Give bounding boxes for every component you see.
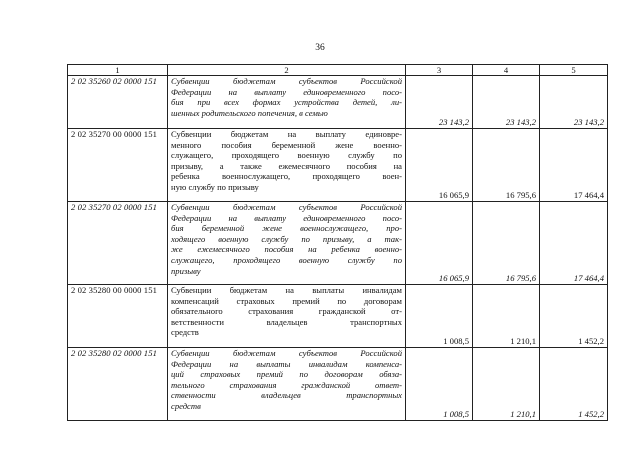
description-line: Федерации на выплату единовременного посо- bbox=[171, 212, 402, 223]
row-description bbox=[168, 285, 406, 348]
value-col-3: 23 143,2 bbox=[406, 76, 473, 129]
description-line: ребенка военнослужащего, проходящего воен- bbox=[171, 171, 402, 182]
value-col-5: 1 452,2 bbox=[540, 285, 608, 348]
description-line: менного пособия беременной жене военно- bbox=[171, 139, 402, 150]
column-header-3: 3 bbox=[406, 65, 473, 76]
description-line: компенсаций страховых премий по договорам bbox=[171, 295, 402, 306]
description-line: ную службу по призыву bbox=[171, 181, 259, 192]
table-row bbox=[68, 129, 608, 202]
row-description bbox=[168, 129, 406, 202]
page-number: 36 bbox=[315, 43, 325, 53]
description-line: обязательного страхования гражданской от- bbox=[171, 306, 402, 317]
budget-code: 2 02 35270 02 0000 151 bbox=[68, 202, 168, 285]
description-line: средств bbox=[171, 327, 199, 338]
value-col-4: 1 210,1 bbox=[473, 285, 540, 348]
description-line: Субвенции бюджетам субъектов Российской bbox=[171, 348, 402, 358]
value-col-4: 1 210,1 bbox=[473, 348, 540, 421]
table-row bbox=[68, 202, 608, 285]
value-col-5: 23 143,2 bbox=[540, 76, 608, 129]
description-line: призыву bbox=[171, 265, 201, 276]
description-line: Субвенции бюджетам на выплаты инвалидам bbox=[171, 285, 402, 295]
row-description bbox=[168, 202, 406, 285]
value-col-5: 1 452,2 bbox=[540, 348, 608, 421]
description-line: призыву, а также ежемесячного пособия на bbox=[171, 160, 402, 171]
column-header-4: 4 bbox=[473, 65, 540, 76]
description-line: Субвенции бюджетам на выплату единовре- bbox=[171, 129, 402, 139]
table-row bbox=[68, 285, 608, 348]
value-col-3: 1 008,5 bbox=[406, 348, 473, 421]
description-line: Субвенции бюджетам субъектов Российской bbox=[171, 202, 402, 212]
description-line: средств bbox=[171, 400, 201, 411]
description-line: бия беременной жене военнослужащего, про- bbox=[171, 223, 402, 234]
description-line: ветственности владельцев транспортных bbox=[171, 316, 402, 327]
value-col-3: 16 065,9 bbox=[406, 129, 473, 202]
budget-code: 2 02 35270 00 0000 151 bbox=[68, 129, 168, 202]
description-line: Субвенции бюджетам субъектов Российской bbox=[171, 76, 402, 86]
description-line: Федерации на выплаты инвалидам компенса- bbox=[171, 358, 402, 369]
value-col-5: 17 464,4 bbox=[540, 202, 608, 285]
budget-code: 2 02 35260 02 0000 151 bbox=[68, 76, 168, 129]
value-col-5: 17 464,4 bbox=[540, 129, 608, 202]
value-col-3: 16 065,9 bbox=[406, 202, 473, 285]
column-header-1: 1 bbox=[68, 65, 168, 76]
description-line: ций страховых премий по договорам обяза- bbox=[171, 369, 402, 380]
description-line: тельного страхования гражданской ответ- bbox=[171, 379, 402, 390]
description-line: же ежемесячного пособия на ребенка военно- bbox=[171, 244, 402, 255]
value-col-4: 23 143,2 bbox=[473, 76, 540, 129]
column-header-5: 5 bbox=[540, 65, 608, 76]
budget-table bbox=[67, 64, 608, 421]
description-line: ственности владельцев транспортных bbox=[171, 390, 402, 401]
description-line: бия при всех формах устройства детей, ли- bbox=[171, 97, 402, 108]
description-line: шенных родительского попечения, в семью bbox=[171, 107, 328, 118]
value-col-4: 16 795,6 bbox=[473, 202, 540, 285]
description-line: ходящего военную службу по призыву, а так- bbox=[171, 233, 402, 244]
row-description bbox=[168, 76, 406, 129]
description-line: служащего, проходящего военную службу по bbox=[171, 254, 402, 265]
value-col-4: 16 795,6 bbox=[473, 129, 540, 202]
budget-code: 2 02 35280 00 0000 151 bbox=[68, 285, 168, 348]
table-header-row bbox=[68, 65, 608, 76]
row-description bbox=[168, 348, 406, 421]
table-row bbox=[68, 348, 608, 421]
value-col-3: 1 008,5 bbox=[406, 285, 473, 348]
table-row bbox=[68, 76, 608, 129]
description-line: служащего, проходящего военную службу по bbox=[171, 150, 402, 161]
budget-code: 2 02 35280 02 0000 151 bbox=[68, 348, 168, 421]
column-header-2: 2 bbox=[168, 65, 406, 76]
description-line: Федерации на выплату единовременного посо- bbox=[171, 86, 402, 97]
